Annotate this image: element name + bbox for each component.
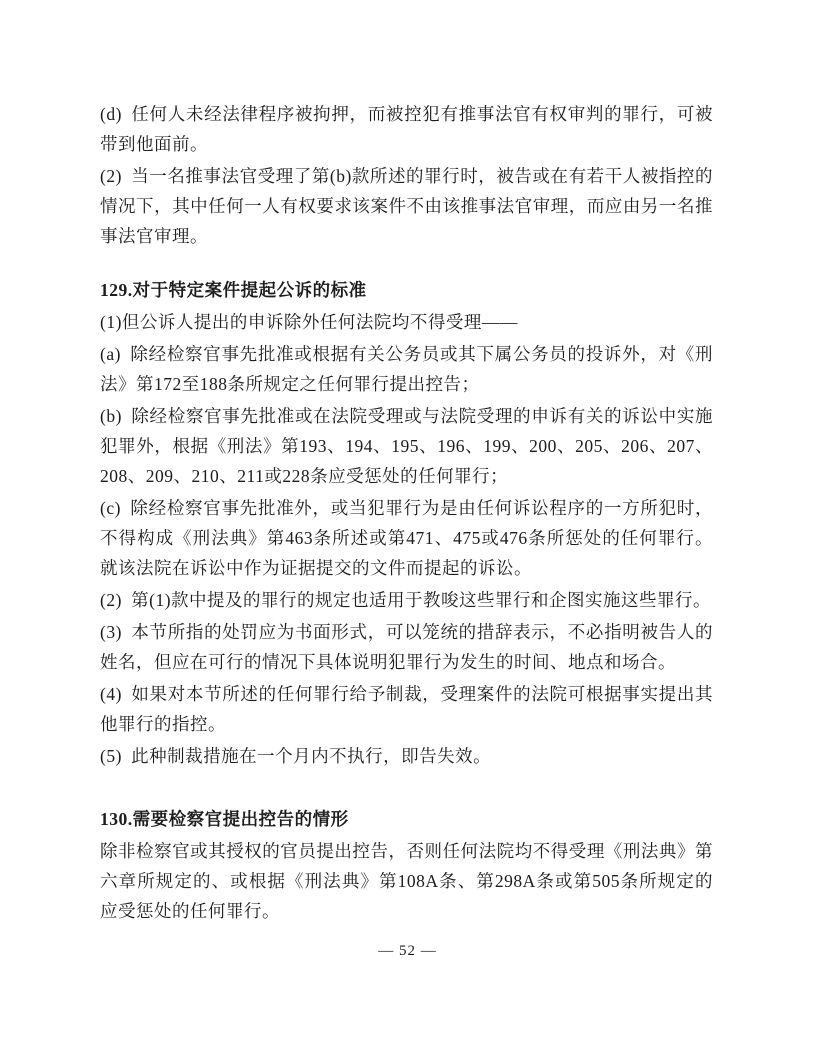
para-129-3: (3) 本节所指的处罚应为书面形式，可以笼统的措辞表示，不必指明被告人的姓名，但应在可行的情况下具体说明犯罪行为发生的时间、地点和场合。 bbox=[100, 622, 713, 672]
para-129-a: (a) 除经检察官事先批准或根据有关公务员或其下属公务员的投诉外，对《刑法》第172至188条所规定之任何罪行提出控告； bbox=[100, 344, 713, 394]
para-130-body: 除非检察官或其授权的官员提出控告，否则任何法院均不得受理《刑法典》第六章所规定的、或根据《刑法典》第108A条、第298A条或第505条所规定的应受惩处的任何罪行。 bbox=[100, 841, 713, 921]
section-129-heading: 129.对于特定案件提起公诉的标准 bbox=[100, 280, 367, 300]
para-129-c: (c) 除经检察官事先批准外，或当犯罪行为是由任何诉讼程序的一方所犯时，不得构成《刑法典》第463条所述或第471、475或476条所惩处的任何罪行。就该法院在诉讼中作为证据提交的文件而提起的诉讼。 bbox=[100, 498, 713, 578]
para-129-5: (5) 此种制裁措施在一个月内不执行，即告失效。 bbox=[100, 746, 492, 766]
para-129-2: (2) 第(1)款中提及的罪行的规定也适用于教唆这些罪行和企图实施这些罪行。 bbox=[100, 590, 712, 610]
para-129-1: (1)但公诉人提出的申诉除外任何法院均不得受理—— bbox=[100, 312, 518, 332]
page-content bbox=[100, 99, 713, 928]
para-129-b: (b) 除经检察官事先批准或在法院受理或与法院受理的申诉有关的诉讼中实施犯罪外，根据《刑法》第193、194、195、196、199、200、205、206、207、208、209、210、211或228条应受惩处的任何罪行； bbox=[100, 406, 713, 486]
paragraph-d: (d) 任何人未经法律程序被拘押，而被控犯有推事法官有权审判的罪行，可被带到他面前。 bbox=[100, 104, 713, 154]
page-number: — 52 — bbox=[378, 943, 437, 959]
para-129-4: (4) 如果对本节所述的任何罪行给予制裁，受理案件的法院可根据事实提出其他罪行的指控。 bbox=[100, 684, 713, 734]
paragraph-2-intro: (2) 当一名推事法官受理了第(b)款所述的罪行时，被告或在有若干人被指控的情况下，其中任何一人有权要求该案件不由该推事法官审理，而应由另一名推事法官审理。 bbox=[100, 166, 713, 246]
section-130-heading: 130.需要检察官提出控告的情形 bbox=[100, 809, 349, 829]
